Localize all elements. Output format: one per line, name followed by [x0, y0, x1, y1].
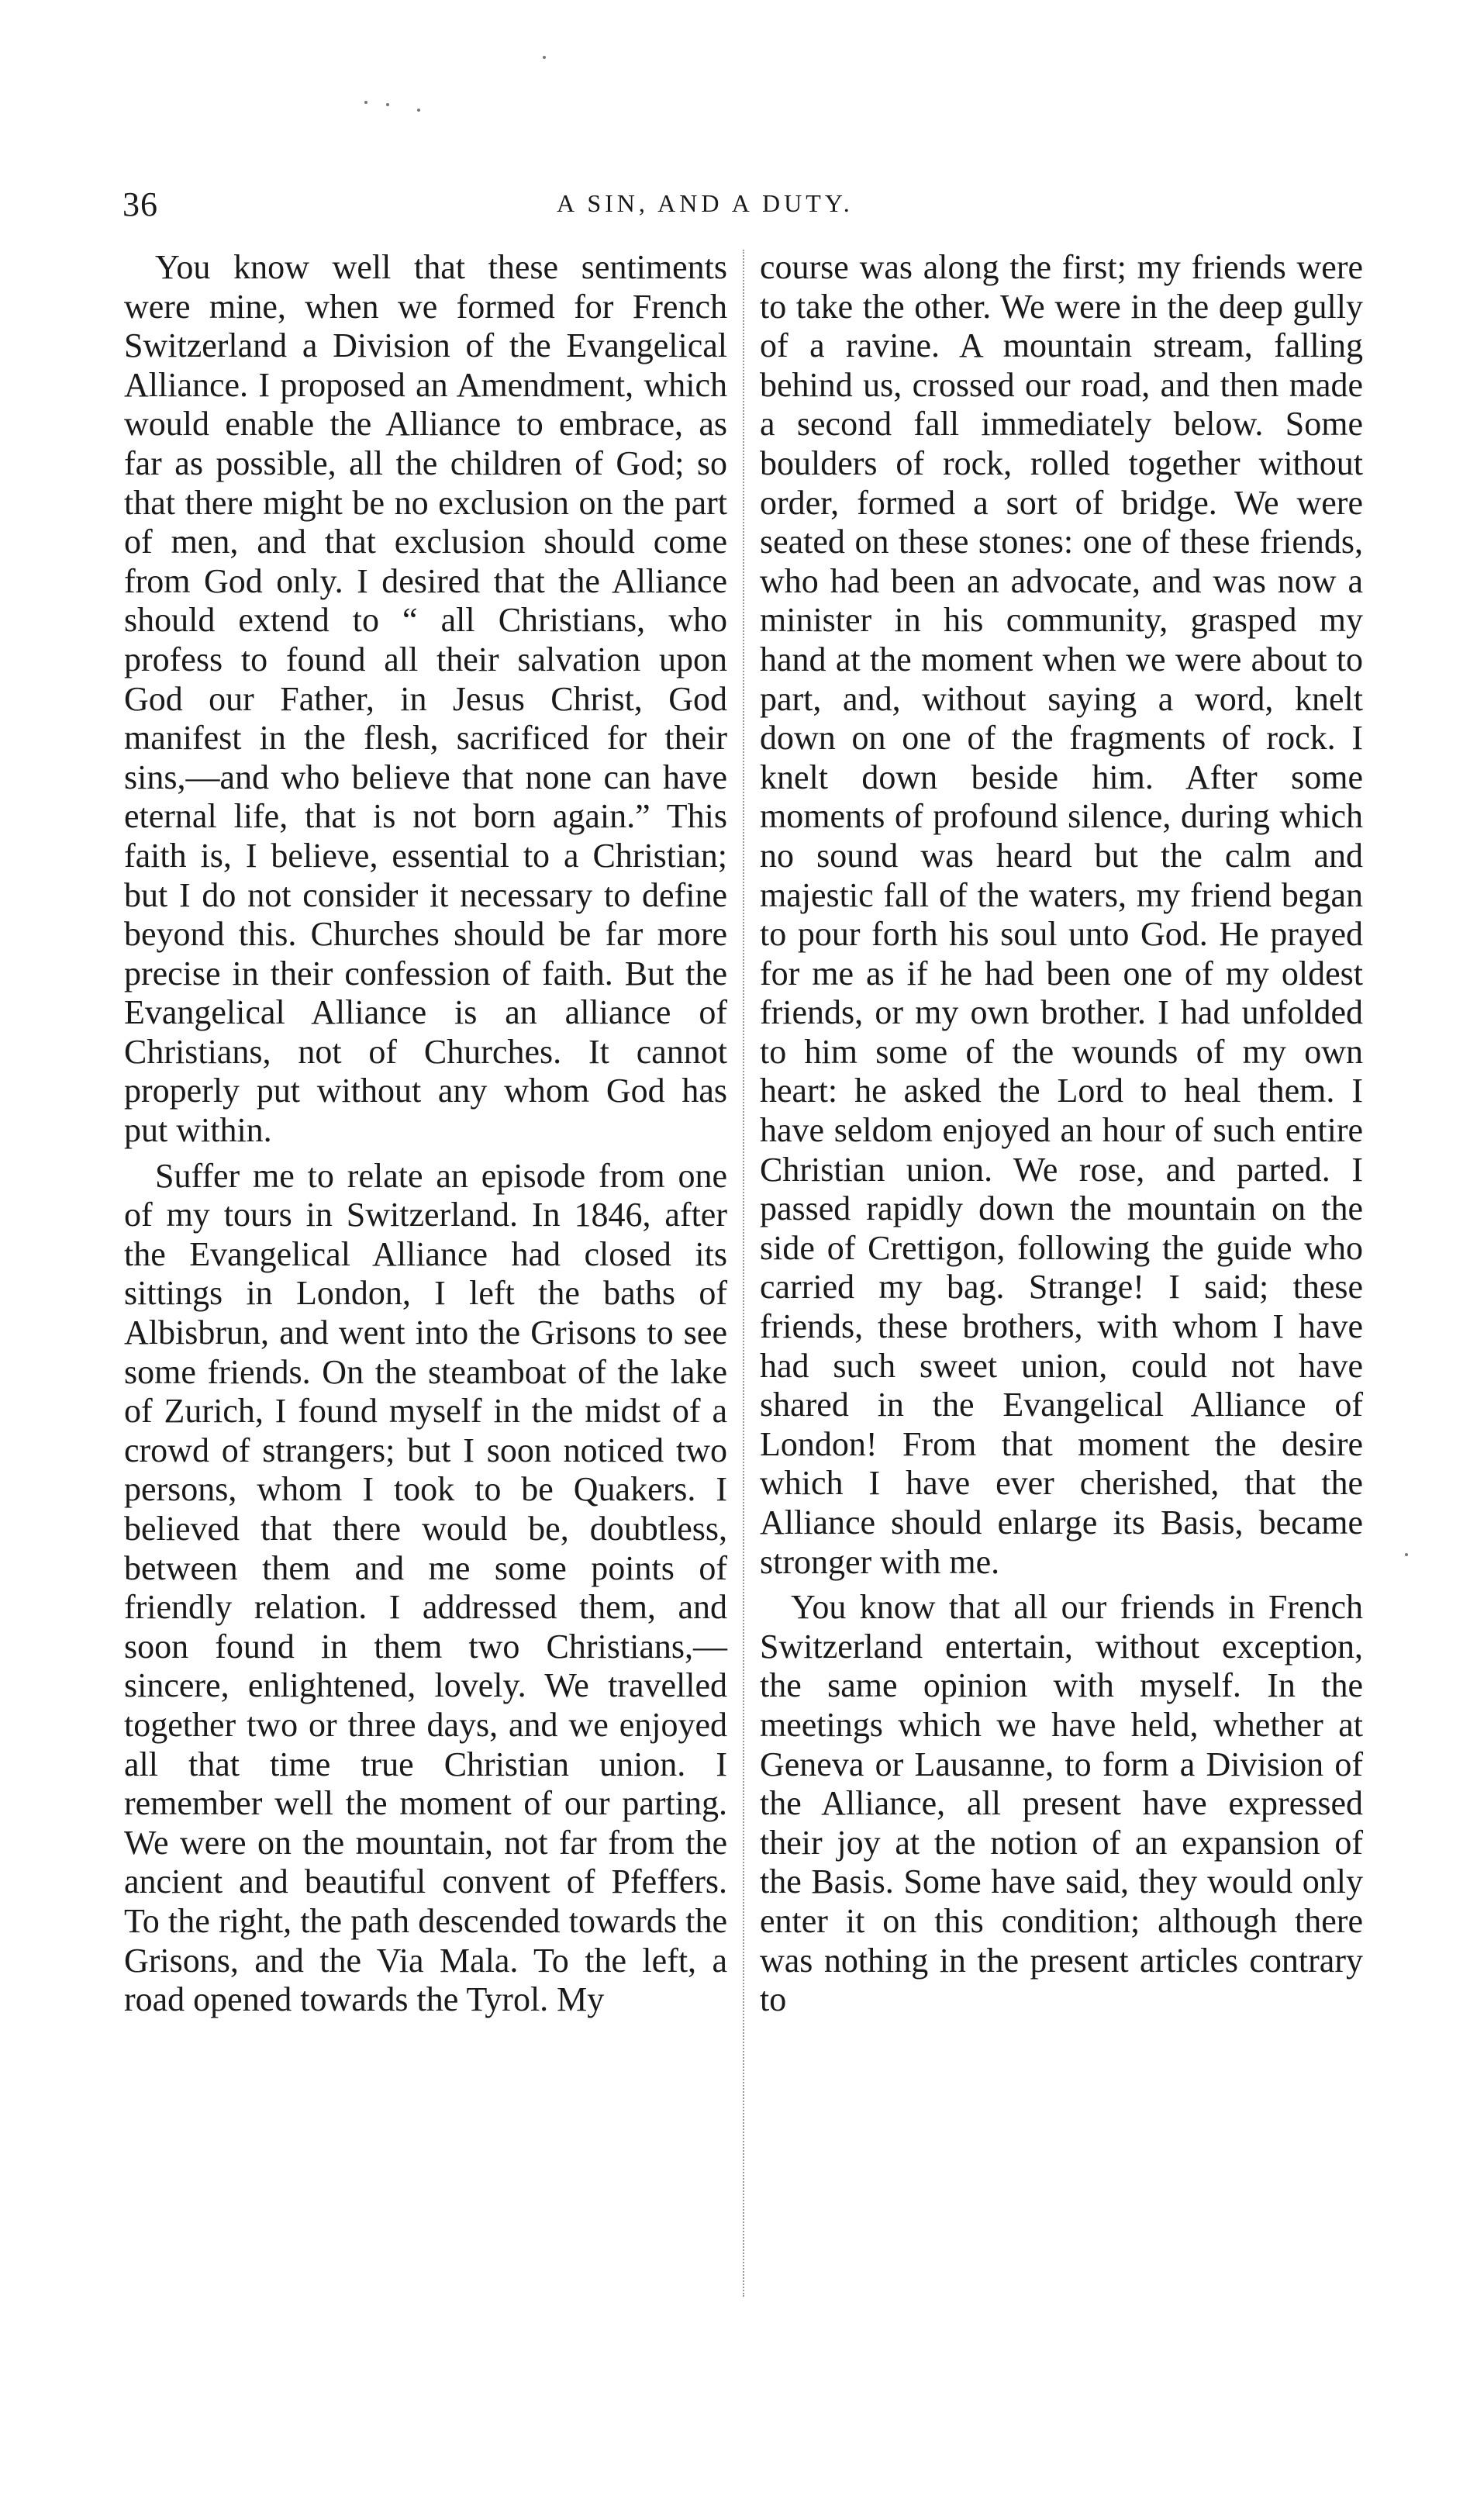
left-paragraph-2: Suffer me to relate an episode from one of my tours in Switzerland. In 1846, after the Evangelical Alliance had closed its sittings in London, I left the baths of Albisbrun, and went into the Grisons to see some friends. On the steamboat of the lake of Zurich, I found myself in the midst of a crowd of strangers; but I soon noticed two persons, whom I took to be Quakers. I believed that there would be, doubtless, between them and me some points of friendly relation. I addressed them, and soon found in them two Christians,—sincere, enlightened, lovely. We travelled together two or three days, and we enjoyed all that time true Christian union. I remember well the moment of our parting. We were on the mountain, not far from the ancient and beautiful convent of Pfeffers. To the right, the path descended towards the Grisons, and the Via Mala. To the left, a road opened towards the Tyrol. My [124, 1156, 727, 2019]
running-head: A SIN, AND A DUTY. [557, 189, 854, 217]
column-divider [743, 250, 744, 2297]
left-paragraph-1: You know well that these sentiments were mine, when we formed for French Switzerland a Division of the Evangelical Alliance. I proposed an Amendment, which would enable the Alliance to embrace, as far as possible, all the children of God; so that there might be no exclusion on the part of men, and that exclusion should come from God only. I desired that the Alliance should extend to “ all Christians, who profess to found all their salvation upon God our Father, in Jesus Christ, God manifest in the flesh, sacrificed for their sins,—and who believe that none can have eternal life, that is not born again.” This faith is, I believe, essential to a Christian; but I do not consider it necessary to define beyond this. Churches should be far more precise in their confession of faith. But the Evangelical Alliance is an alliance of Christians, not of Churches. It cannot properly put without any whom God has put within. [124, 248, 727, 1150]
right-paragraph-1: course was along the first; my friends were to take the other. We were in the deep gully of a ravine. A mountain stream, falling behind us, crossed our road, and then made a second fall immediately below. Some boulders of rock, rolled together without order, formed a sort of bridge. We were seated on these stones: one of these friends, who had been an advocate, and was now a minister in his community, grasped my hand at the moment when we were about to part, and, without saying a word, knelt down on one of the fragments of rock. I knelt down beside him. After some moments of profound silence, during which no sound was heard but the calm and majestic fall of the waters, my friend began to pour forth his soul unto God. He prayed for me as if he had been one of my oldest friends, or my own brother. I had unfolded to him some of the wounds of my own heart: he asked the Lord to heal them. I have seldom enjoyed an hour of such entire Christian union. We rose, and parted. I passed rapidly down the mountain on the side of Crettigon, following the guide who carried my bag. Strange! I said; these friends, these brothers, with whom I have had such sweet union, could not have shared in the Evangelical Alliance of London! From that moment the desire which I have ever cherished, that the Alliance should enlarge its Basis, became stronger with me. [760, 248, 1363, 1581]
page-header [122, 185, 1363, 231]
right-column [760, 248, 1363, 2020]
left-column [124, 248, 727, 2020]
right-paragraph-2: You know that all our friends in French Switzerland entertain, without exception, the same opinion with myself. In the meetings which we have held, whether at Geneva or Lausanne, to form a Division of the Alliance, all present have expressed their joy at the notion of an expansion of the Basis. Some have said, they would only enter it on this condition; although there was nothing in the present articles contrary to [760, 1588, 1363, 2019]
page-number: 36 [122, 185, 158, 223]
